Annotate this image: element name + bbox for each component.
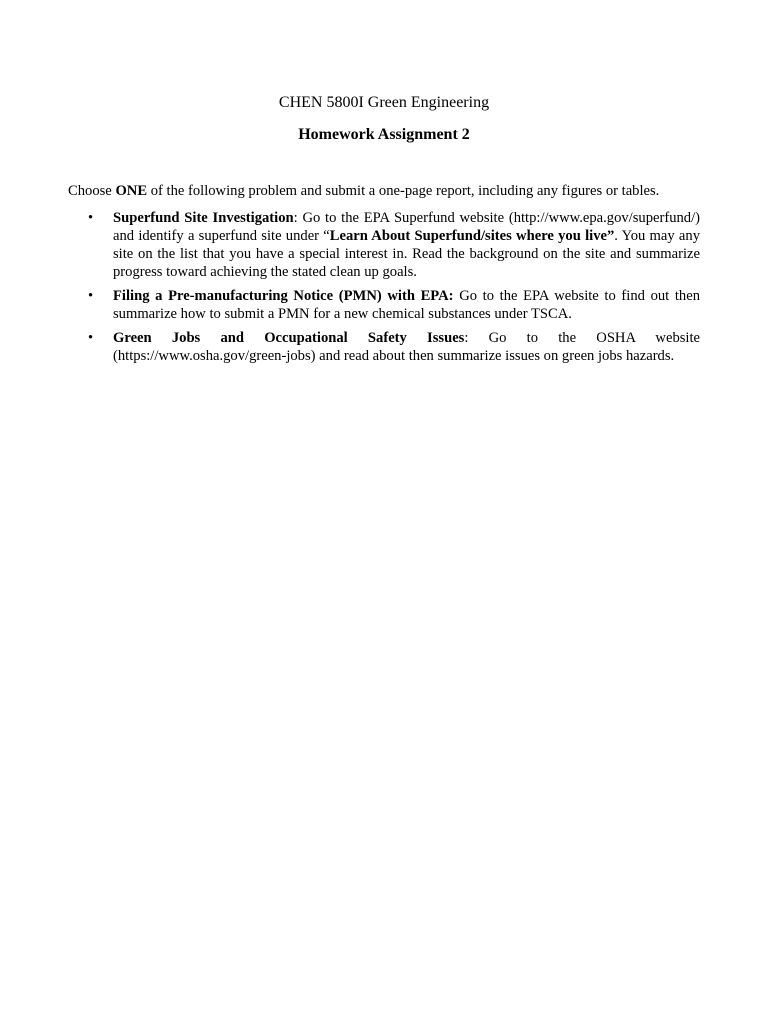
task-title: Superfund Site Investigation [113, 210, 294, 226]
task-item-superfund [0, 209, 768, 281]
task-title: Filing a Pre-manufacturing Notice (PMN) with EPA: [113, 288, 454, 304]
bullet-icon: • [88, 330, 94, 346]
task-text [113, 209, 700, 281]
bullet-icon: • [88, 210, 94, 226]
intro-emphasis: ONE [115, 183, 148, 199]
bullet-icon: • [88, 288, 94, 304]
task-text [113, 329, 700, 365]
instructions-paragraph [68, 182, 708, 200]
intro-text-start: Choose [68, 183, 116, 199]
task-description: Go to the EPA website to find out then summarize how to submit a PMN for a new chemical substances under TSCA. [113, 288, 700, 322]
assignment-title: Homework Assignment 2 [298, 126, 470, 143]
intro-text-end: of the following problem and submit a one-page report, including any figures or tables. [147, 183, 660, 199]
task-description: : Go to the EPA Superfund website (http://www.epa.gov/superfund/) and identify a superfund site under “ [113, 210, 701, 244]
task-description: : Go to the OSHA website (https://www.osha.gov/green-jobs) and read about then summarize issues on green jobs hazards. [113, 330, 701, 364]
task-title: Green Jobs and Occupational Safety Issues [113, 330, 465, 346]
task-item-pmn [0, 287, 768, 323]
task-item-green-jobs [0, 329, 768, 365]
course-title: CHEN 5800I Green Engineering [278, 94, 490, 111]
task-text [113, 287, 700, 323]
task-list [0, 209, 768, 371]
task-bold-phrase: Learn About Superfund/sites where you live” [329, 228, 615, 244]
task-description-continued: . You may any site on the list that you have a special interest in. Read the background on the site and summarize progress toward achieving the stated clean up goals. [113, 228, 701, 280]
